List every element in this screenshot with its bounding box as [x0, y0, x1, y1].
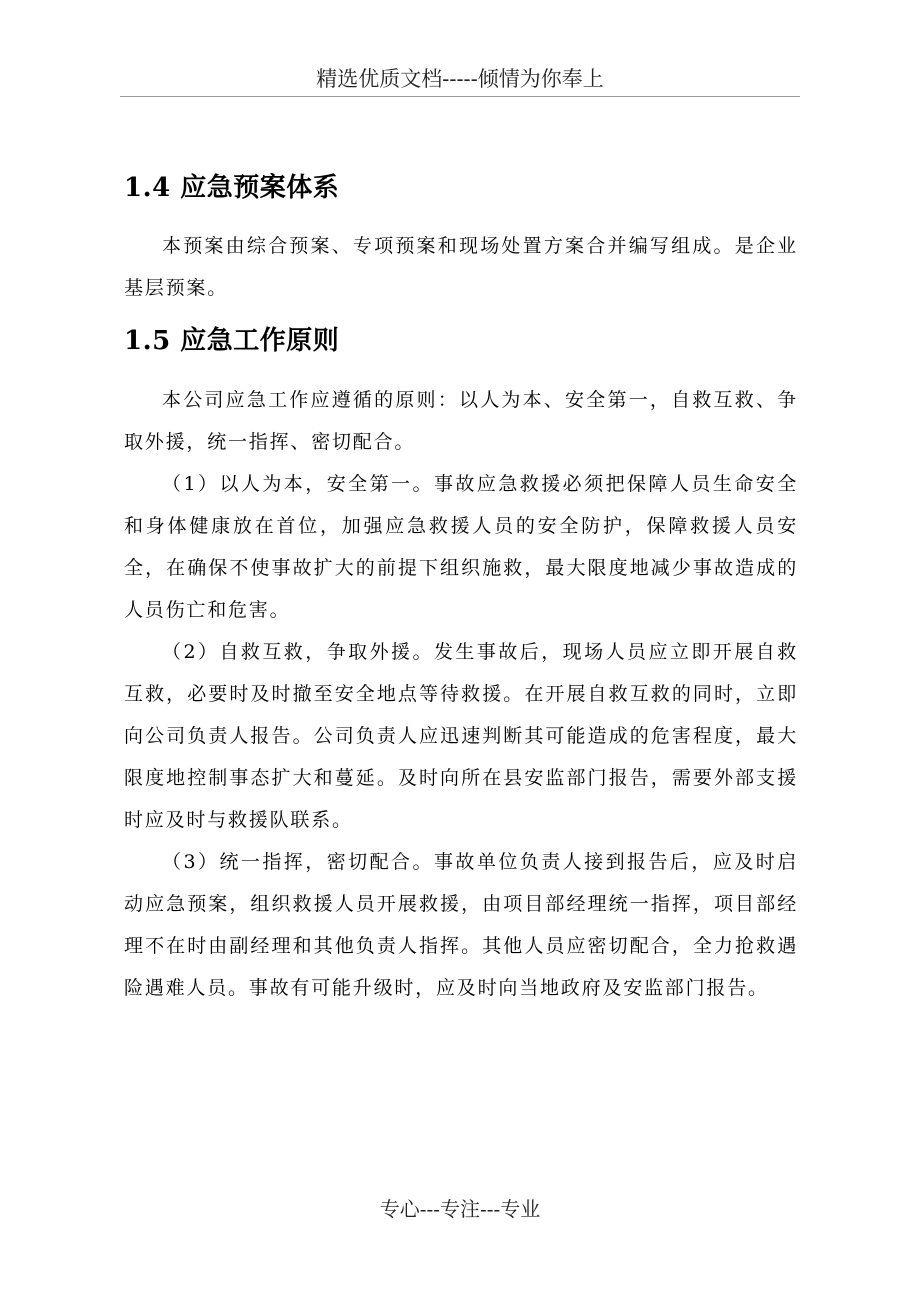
page-header: 精选优质文档-----倾情为你奉上 — [120, 62, 800, 97]
principle-3-paragraph: （3）统一指挥，密切配合。事故单位负责人接到报告后，应及时启动应急预案，组织救援人员开展救援，由项目部经理统一指挥，项目部经理不在时由副经理和其他负责人指挥。其他人员应密切配合，全力抢救遇险遇难人员。事故有可能升级时，应及时向当地政府及安监部门报告。 — [124, 851, 798, 999]
section-heading-1-4: 1.4 应急预案体系 — [124, 173, 340, 203]
page-footer: 专心---专注---专业 — [379, 1197, 541, 1221]
principle-2-paragraph: （2）自救互救，争取外援。发生事故后，现场人员应立即开展自救互救，必要时及时撤至安全地点等待救援。在开展自救互救的同时，立即向公司负责人报告。公司负责人应迅速判断其可能造成的危害程度，最大限度地控制事态扩大和蔓延。及时向所在县安监部门报告，需要外部支援时应及时与救援队联系。 — [124, 641, 798, 831]
principle-1-paragraph: （1）以人为本，安全第一。事故应急救援必须把保障人员生命安全和身体健康放在首位，加强应急救援人员的安全防护，保障救援人员安全，在确保不使事故扩大的前提下组织施救，最大限度地减少事故造成的人员伤亡和危害。 — [124, 473, 798, 621]
section-1-4-paragraph: 本预案由综合预案、专项预案和现场处置方案合并编写组成。是企业基层预案。 — [124, 235, 798, 299]
section-heading-1-5: 1.5 应急工作原则 — [124, 326, 340, 356]
document-body — [124, 166, 798, 1009]
section-1-5-intro-paragraph: 本公司应急工作应遵循的原则：以人为本、安全第一，自救互救、争取外援，统一指挥、密切配合。 — [124, 389, 798, 453]
